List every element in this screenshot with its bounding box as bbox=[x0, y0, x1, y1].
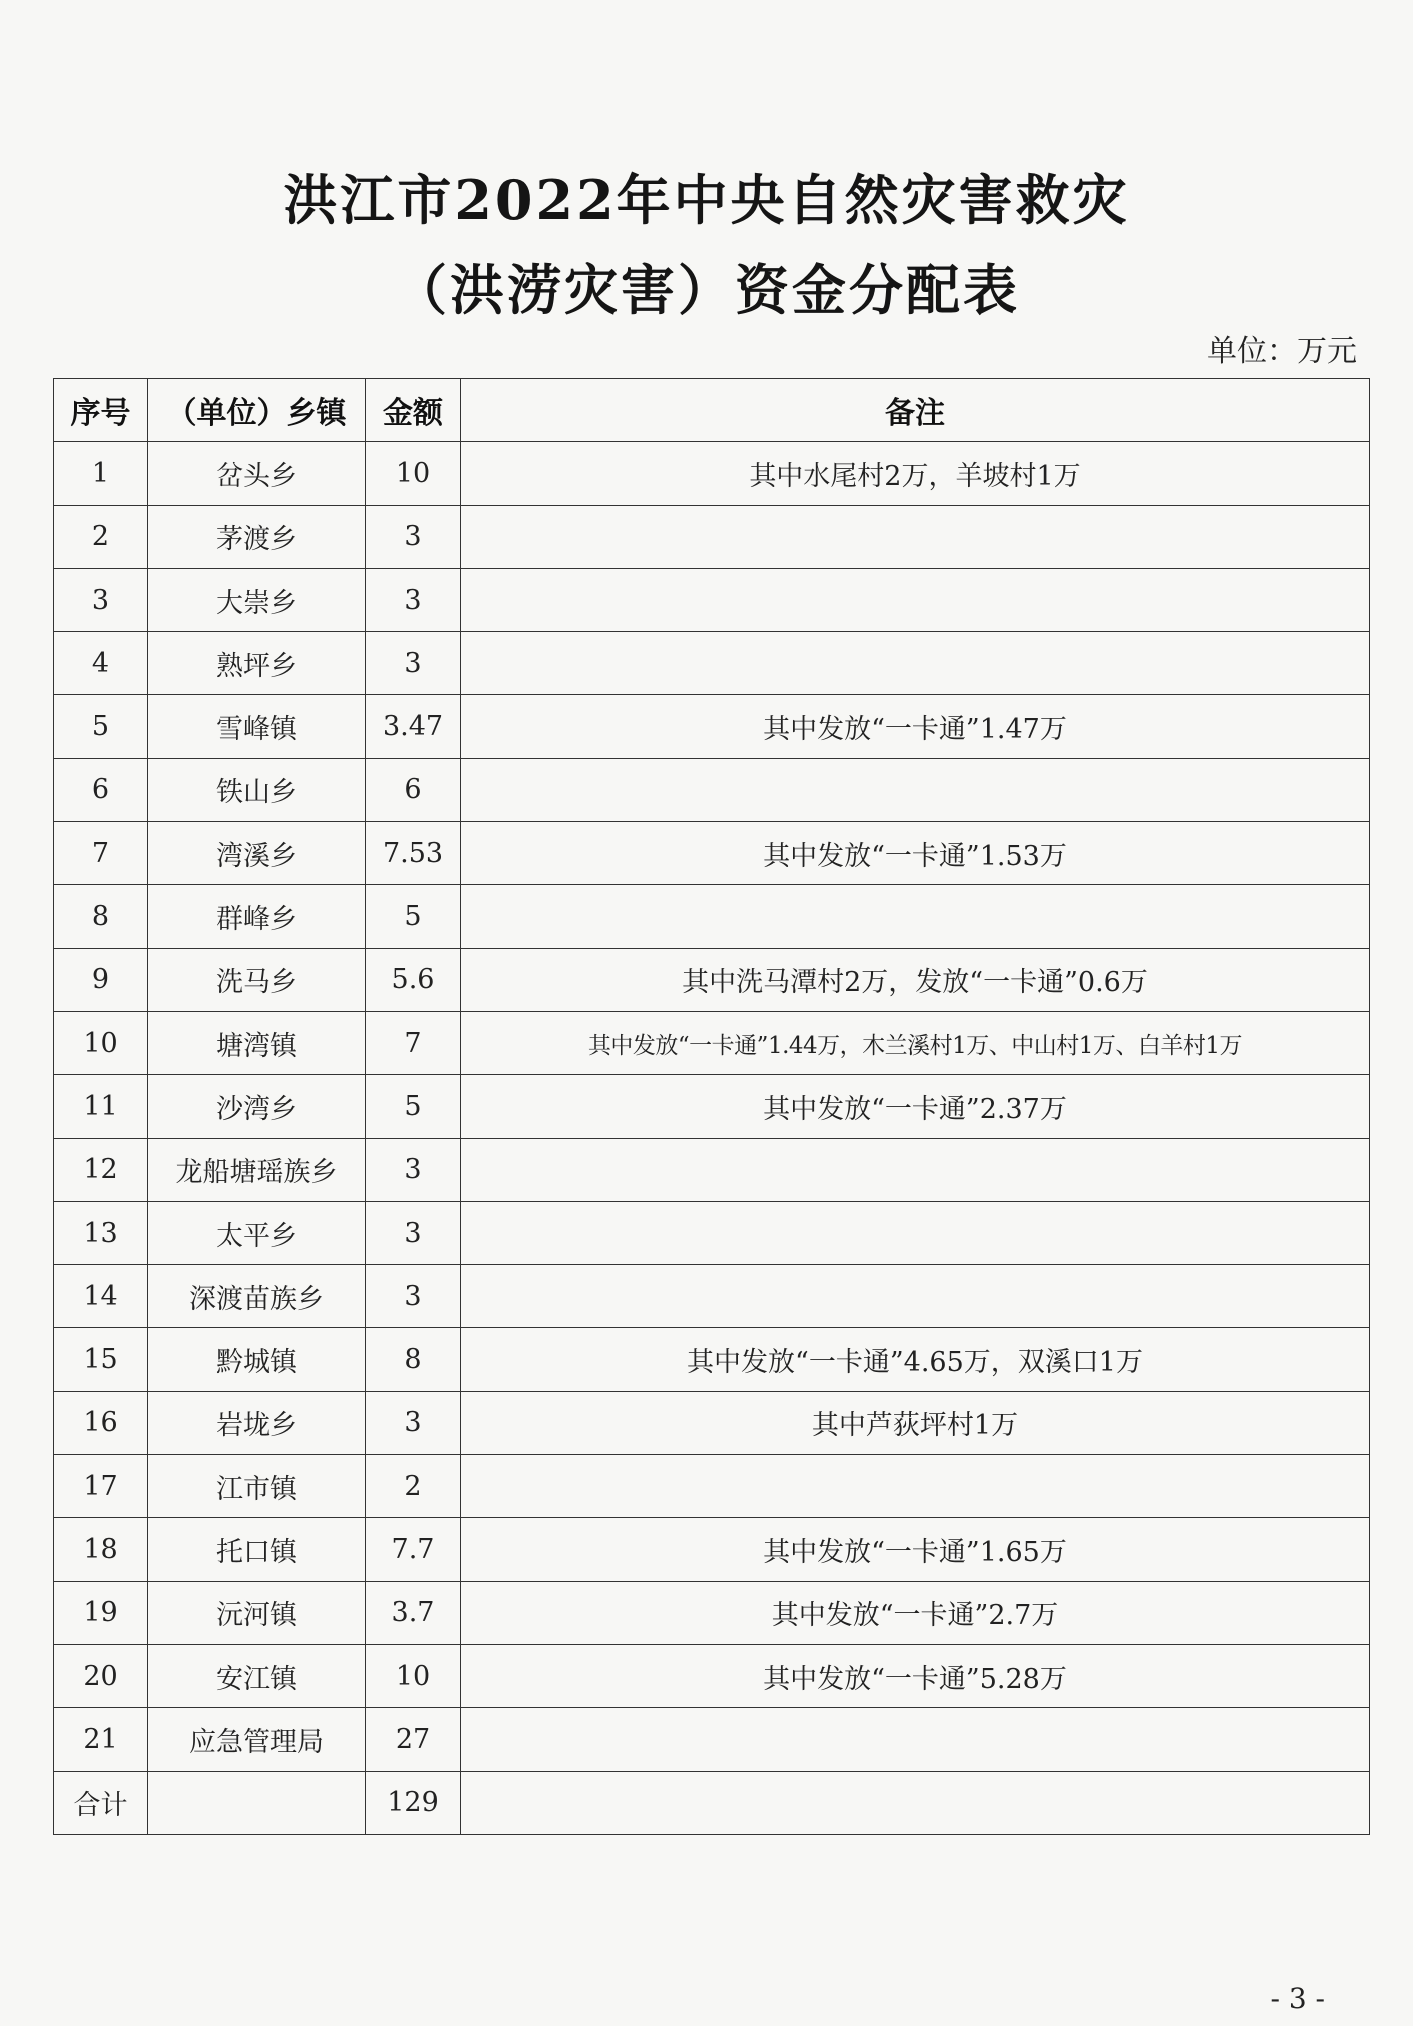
table-row bbox=[54, 1518, 1370, 1581]
row-no: 8 bbox=[54, 885, 148, 948]
page-number: - 3 - bbox=[1270, 1982, 1325, 2015]
row-no: 13 bbox=[54, 1201, 148, 1264]
row-no: 17 bbox=[54, 1455, 148, 1518]
row-amount: 3 bbox=[366, 1138, 461, 1201]
row-town: 沅河镇 bbox=[148, 1581, 366, 1644]
row-no: 5 bbox=[54, 695, 148, 758]
row-amount: 10 bbox=[366, 442, 461, 505]
row-amount: 10 bbox=[366, 1644, 461, 1707]
row-note bbox=[461, 1455, 1370, 1518]
table-row bbox=[54, 632, 1370, 695]
table-row bbox=[54, 822, 1370, 885]
row-no: 2 bbox=[54, 505, 148, 568]
table-row bbox=[54, 1138, 1370, 1201]
row-note: 其中水尾村2万，羊坡村1万 bbox=[461, 442, 1370, 505]
row-note bbox=[461, 1265, 1370, 1328]
row-amount: 3 bbox=[366, 632, 461, 695]
table-row bbox=[54, 1265, 1370, 1328]
row-town: 岩垅乡 bbox=[148, 1391, 366, 1454]
row-town: 江市镇 bbox=[148, 1455, 366, 1518]
row-note: 其中发放“一卡通”2.37万 bbox=[461, 1075, 1370, 1138]
header-note: 备注 bbox=[461, 379, 1370, 442]
row-note: 其中发放“一卡通”1.65万 bbox=[461, 1518, 1370, 1581]
row-amount: 3 bbox=[366, 1201, 461, 1264]
row-note: 其中发放“一卡通”1.53万 bbox=[461, 822, 1370, 885]
header-amount: 金额 bbox=[366, 379, 461, 442]
table-row bbox=[54, 695, 1370, 758]
table-row bbox=[54, 1644, 1370, 1707]
row-note: 其中发放“一卡通”5.28万 bbox=[461, 1644, 1370, 1707]
row-note: 其中发放“一卡通”2.7万 bbox=[461, 1581, 1370, 1644]
row-no: 12 bbox=[54, 1138, 148, 1201]
row-amount: 2 bbox=[366, 1455, 461, 1518]
row-no: 9 bbox=[54, 948, 148, 1011]
row-no: 11 bbox=[54, 1075, 148, 1138]
row-town: 洗马乡 bbox=[148, 948, 366, 1011]
row-no: 20 bbox=[54, 1644, 148, 1707]
header-no: 序号 bbox=[54, 379, 148, 442]
row-town: 大崇乡 bbox=[148, 568, 366, 631]
row-note: 其中芦荻坪村1万 bbox=[461, 1391, 1370, 1454]
row-note bbox=[461, 1708, 1370, 1771]
table-row bbox=[54, 505, 1370, 568]
row-town: 黔城镇 bbox=[148, 1328, 366, 1391]
row-amount: 27 bbox=[366, 1708, 461, 1771]
row-town: 茅渡乡 bbox=[148, 505, 366, 568]
document-title-line2: （洪涝灾害）资金分配表 bbox=[393, 258, 1020, 322]
row-note: 其中发放“一卡通”4.65万，双溪口1万 bbox=[461, 1328, 1370, 1391]
row-town: 岔头乡 bbox=[148, 442, 366, 505]
row-no: 18 bbox=[54, 1518, 148, 1581]
document-title-line1: 洪江市2022年中央自然灾害救灾 bbox=[283, 168, 1130, 232]
row-note bbox=[461, 1138, 1370, 1201]
total-row bbox=[54, 1771, 1370, 1834]
row-amount: 3 bbox=[366, 505, 461, 568]
row-amount: 5.6 bbox=[366, 948, 461, 1011]
row-town: 托口镇 bbox=[148, 1518, 366, 1581]
total-label: 合计 bbox=[54, 1771, 148, 1834]
total-note-cell bbox=[461, 1771, 1370, 1834]
row-town: 铁山乡 bbox=[148, 758, 366, 821]
row-town: 塘湾镇 bbox=[148, 1011, 366, 1074]
row-amount: 8 bbox=[366, 1328, 461, 1391]
row-amount: 7 bbox=[366, 1011, 461, 1074]
row-no: 3 bbox=[54, 568, 148, 631]
row-no: 7 bbox=[54, 822, 148, 885]
total-amount: 129 bbox=[366, 1771, 461, 1834]
row-note bbox=[461, 505, 1370, 568]
row-note bbox=[461, 632, 1370, 695]
table-row bbox=[54, 1201, 1370, 1264]
row-no: 15 bbox=[54, 1328, 148, 1391]
table-row bbox=[54, 1391, 1370, 1454]
table-row bbox=[54, 885, 1370, 948]
table-row bbox=[54, 1708, 1370, 1771]
row-no: 19 bbox=[54, 1581, 148, 1644]
table-row bbox=[54, 1011, 1370, 1074]
unit-label: 单位：万元 bbox=[1207, 334, 1357, 369]
row-no: 4 bbox=[54, 632, 148, 695]
row-note bbox=[461, 568, 1370, 631]
row-amount: 3 bbox=[366, 568, 461, 631]
row-no: 1 bbox=[54, 442, 148, 505]
row-no: 10 bbox=[54, 1011, 148, 1074]
row-note bbox=[461, 758, 1370, 821]
row-town: 熟坪乡 bbox=[148, 632, 366, 695]
row-note bbox=[461, 885, 1370, 948]
row-town: 湾溪乡 bbox=[148, 822, 366, 885]
header-town: （单位）乡镇 bbox=[148, 379, 366, 442]
table-row bbox=[54, 1581, 1370, 1644]
row-town: 沙湾乡 bbox=[148, 1075, 366, 1138]
row-amount: 5 bbox=[366, 885, 461, 948]
row-no: 14 bbox=[54, 1265, 148, 1328]
row-town: 雪峰镇 bbox=[148, 695, 366, 758]
row-amount: 7.53 bbox=[366, 822, 461, 885]
row-no: 21 bbox=[54, 1708, 148, 1771]
row-amount: 3 bbox=[366, 1391, 461, 1454]
row-amount: 3 bbox=[366, 1265, 461, 1328]
row-town: 安江镇 bbox=[148, 1644, 366, 1707]
table-row bbox=[54, 1455, 1370, 1518]
row-amount: 5 bbox=[366, 1075, 461, 1138]
row-note: 其中发放“一卡通”1.47万 bbox=[461, 695, 1370, 758]
total-town-cell bbox=[148, 1771, 366, 1834]
row-town: 应急管理局 bbox=[148, 1708, 366, 1771]
table-row bbox=[54, 442, 1370, 505]
row-town: 群峰乡 bbox=[148, 885, 366, 948]
table-header-row bbox=[54, 379, 1370, 442]
table-row bbox=[54, 1075, 1370, 1138]
table-row bbox=[54, 568, 1370, 631]
row-note: 其中发放“一卡通”1.44万，木兰溪村1万、中山村1万、白羊村1万 bbox=[461, 1011, 1370, 1074]
row-amount: 3.7 bbox=[366, 1581, 461, 1644]
table-row bbox=[54, 948, 1370, 1011]
row-note: 其中洗马潭村2万，发放“一卡通”0.6万 bbox=[461, 948, 1370, 1011]
row-town: 深渡苗族乡 bbox=[148, 1265, 366, 1328]
table-body bbox=[54, 442, 1370, 1771]
table-row bbox=[54, 758, 1370, 821]
row-amount: 3.47 bbox=[366, 695, 461, 758]
row-amount: 6 bbox=[366, 758, 461, 821]
row-amount: 7.7 bbox=[366, 1518, 461, 1581]
row-no: 16 bbox=[54, 1391, 148, 1454]
row-note bbox=[461, 1201, 1370, 1264]
allocation-table bbox=[53, 378, 1370, 1835]
row-no: 6 bbox=[54, 758, 148, 821]
row-town: 龙船塘瑶族乡 bbox=[148, 1138, 366, 1201]
row-town: 太平乡 bbox=[148, 1201, 366, 1264]
table-row bbox=[54, 1328, 1370, 1391]
